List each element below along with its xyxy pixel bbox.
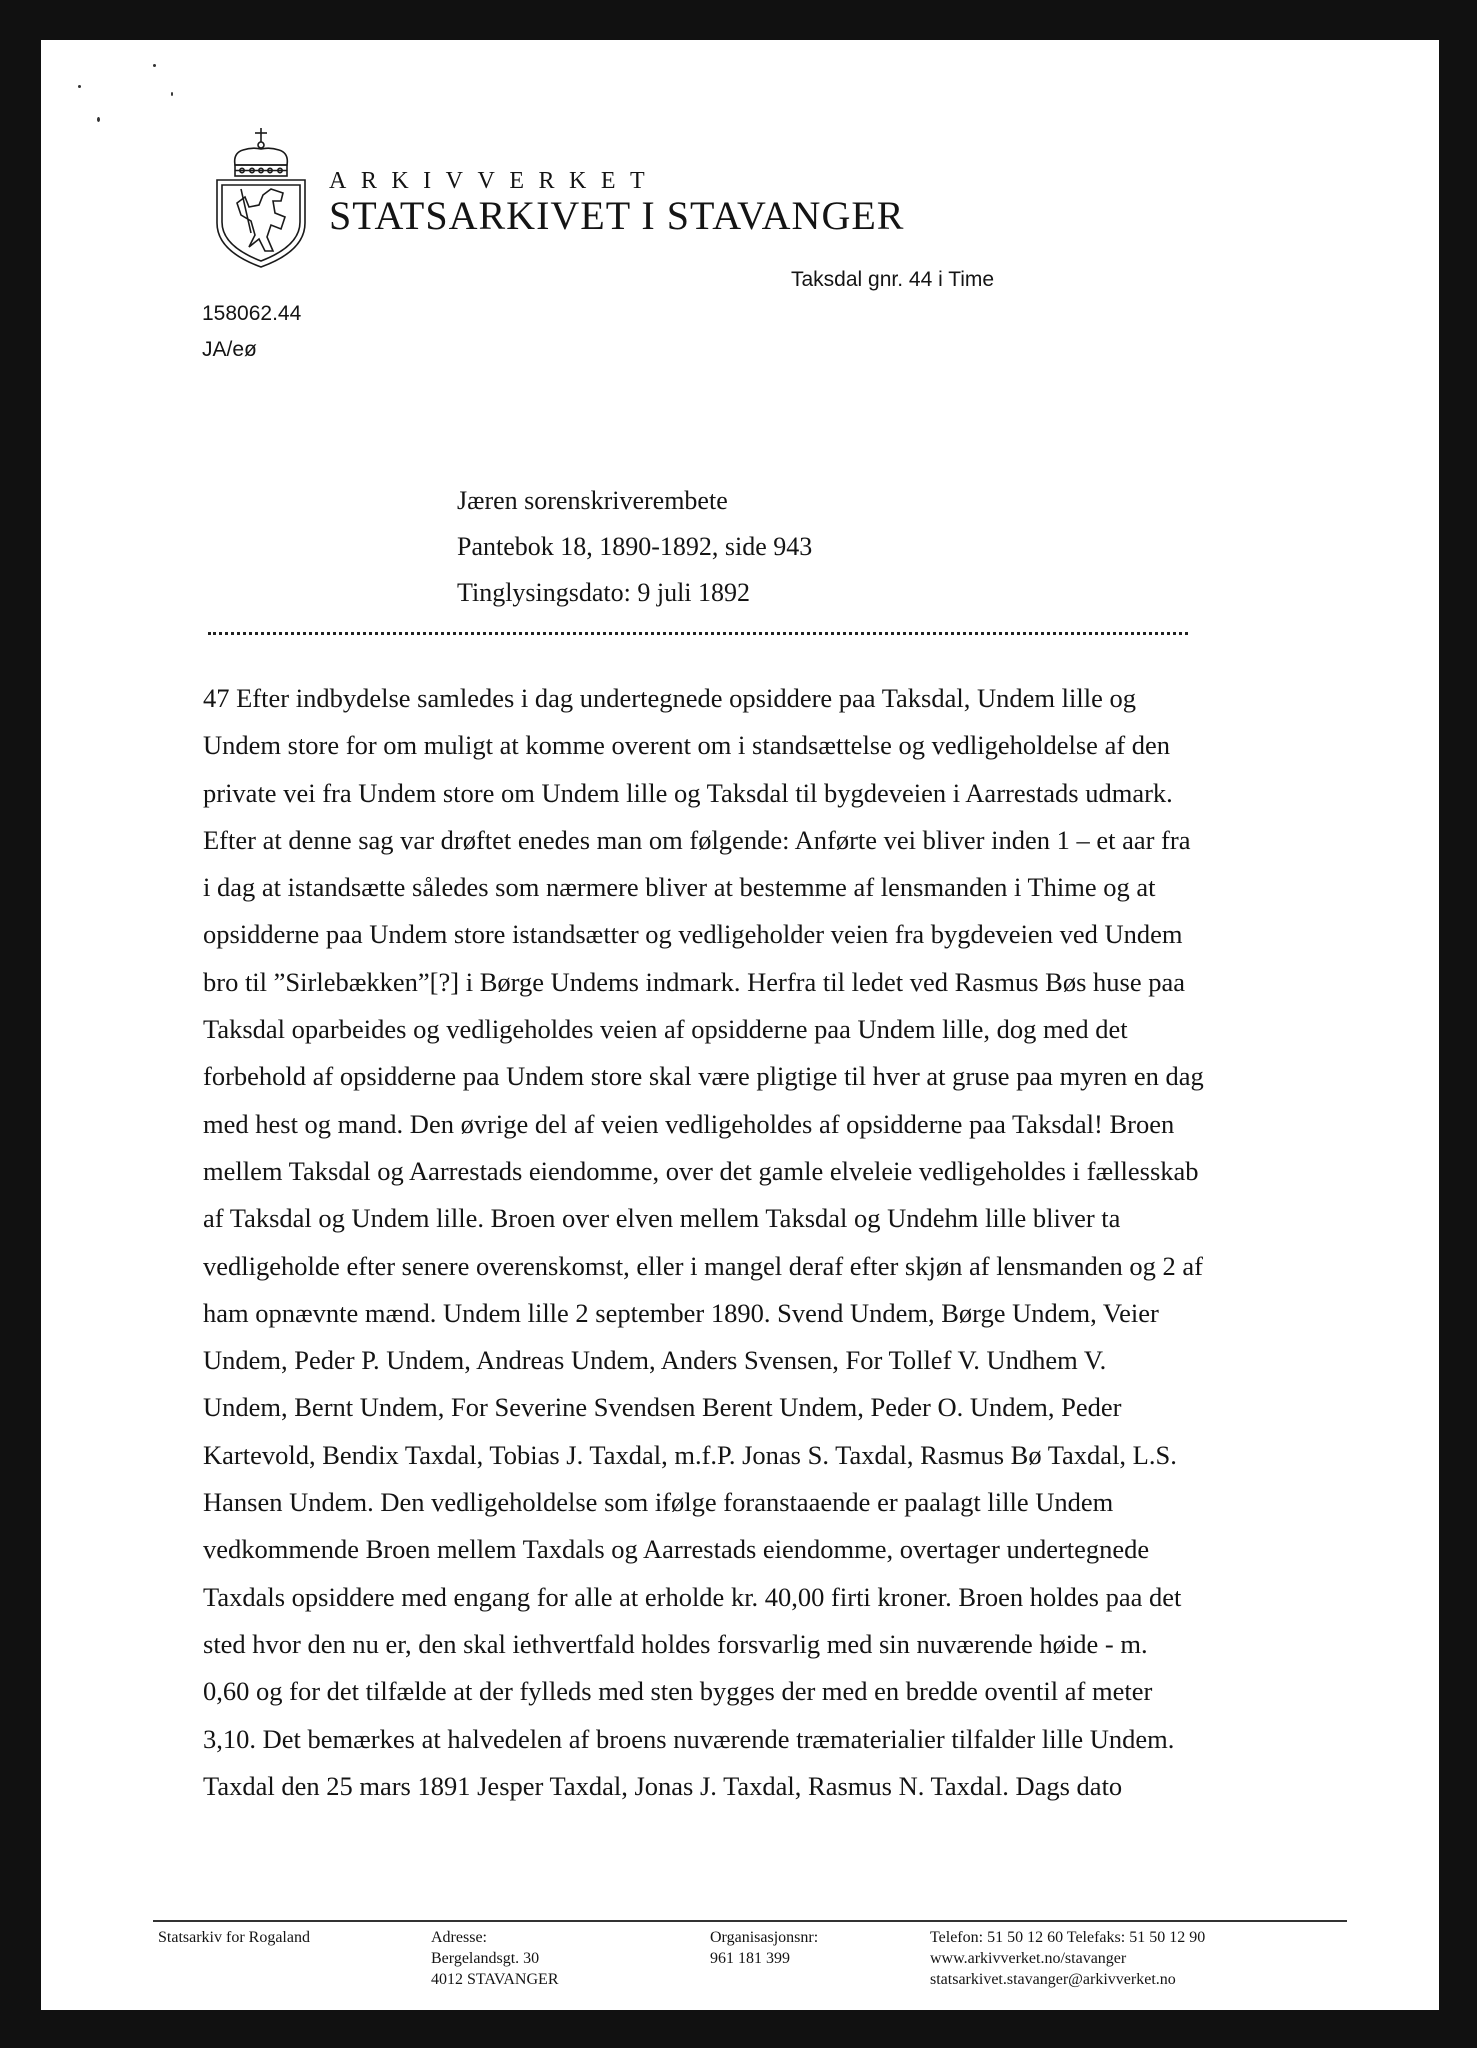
- document-page: [41, 40, 1439, 2010]
- transcription-body: [203, 675, 1328, 1810]
- footer-email: statsarkivet.stavanger@arkivverket.no: [930, 1971, 1176, 1988]
- dotted-separator: [208, 632, 1188, 635]
- scan-speck: [171, 92, 173, 96]
- body-line: 0,60 og for det tilfælde at der fylleds med sten bygges der med en bredde oventil af meter: [203, 1676, 1153, 1707]
- initials: JA/eø: [202, 338, 257, 361]
- body-line: sted hvor den nu er, den skal iethvertfald holdes forsvarlig med sin nuværende høide - m.: [203, 1628, 1148, 1659]
- body-line: forbehold af opsidderne paa Undem store skal være pligtige til hver at gruse paa myren en dag: [203, 1061, 1204, 1092]
- body-line: Undem, Bernt Undem, For Severine Svendsen Berent Undem, Peder O. Undem, Peder: [203, 1392, 1122, 1423]
- reference-number: 158062.44: [202, 302, 302, 325]
- body-line: bro til ”Sirlebækken”[?] i Børge Undems indmark. Herfra til ledet ved Rasmus Bøs huse paa: [203, 966, 1185, 997]
- body-line: af Taksdal og Undem lille. Broen over elven mellem Taksdal og Undehm lille bliver ta: [203, 1203, 1121, 1234]
- scan-speck: [97, 117, 100, 122]
- body-line: Taxdals opsiddere med engang for alle at erholde kr. 40,00 firti kroner. Broen holdes paa det: [203, 1581, 1182, 1612]
- footer-rule: [153, 1920, 1347, 1922]
- source-date: Tinglysingsdato: 9 juli 1892: [457, 578, 751, 607]
- footer-website: www.arkivverket.no/stavanger: [930, 1950, 1127, 1967]
- footer-org: [710, 1927, 818, 1969]
- scan-speck: [78, 85, 81, 88]
- body-line: Undem, Peder P. Undem, Andreas Undem, Anders Svensen, For Tollef V. Undhem V.: [203, 1345, 1107, 1376]
- footer-address-city: 4012 STAVANGER: [431, 1971, 559, 1988]
- org-name-main: STATSARKIVET I STAVANGER: [329, 193, 905, 238]
- coat-of-arms-logo: [211, 125, 311, 270]
- footer-org-number: 961 181 399: [710, 1950, 790, 1967]
- body-line: Hansen Undem. Den vedligeholdelse som ifølge foranstaaende er paalagt lille Undem: [203, 1487, 1114, 1518]
- footer-contact: [930, 1927, 1205, 1990]
- property-label: Taksdal gnr. 44 i Time: [791, 268, 995, 291]
- body-line: private vei fra Undem store om Undem lille og Taksdal til bygdeveien i Aarrestads udmark.: [203, 777, 1173, 808]
- body-line: Undem store for om muligt at komme overent om i standsættelse og vedligeholdelse af den: [203, 730, 1171, 761]
- body-line: 47 Efter indbydelse samledes i dag undertegnede opsiddere paa Taksdal, Undem lille og: [203, 683, 1136, 713]
- body-line: med hest og mand. Den øvrige del af veien vedligeholdes af opsidderne paa Taksdal! Broen: [203, 1108, 1175, 1139]
- footer-address-label: Adresse:: [431, 1929, 487, 1946]
- footer-archive: [158, 1927, 310, 1948]
- footer-phone-fax: Telefon: 51 50 12 60 Telefaks: 51 50 12 90: [930, 1929, 1206, 1946]
- body-line: i dag at istandsætte således som nærmere bliver at bestemme af lensmanden i Thime og at: [203, 872, 1156, 903]
- source-book: Pantebok 18, 1890-1892, side 943: [457, 532, 813, 561]
- body-line: Taksdal oparbeides og vedligeholdes veien af opsidderne paa Undem lille, dog med det: [203, 1014, 1128, 1045]
- footer-org-label: Organisasjonsnr:: [710, 1929, 819, 1946]
- body-line: mellem Taksdal og Aarrestads eiendomme, over det gamle elveleie vedligeholdes i fællesskab: [203, 1155, 1199, 1186]
- org-name-top: ARKIVVERKET: [329, 168, 660, 194]
- footer-address: [431, 1927, 558, 1990]
- body-line: 3,10. Det bemærkes at halvedelen af broens nuværende træmaterialier tilfalder lille Undem.: [203, 1723, 1175, 1754]
- source-block: [457, 478, 812, 616]
- body-line: Kartevold, Bendix Taxdal, Tobias J. Taxdal, m.f.P. Jonas S. Taxdal, Rasmus Bø Taxdal, L.S.: [203, 1439, 1177, 1470]
- source-office: Jæren sorenskriverembete: [457, 486, 728, 515]
- footer-archive-name: Statsarkiv for Rogaland: [158, 1929, 310, 1946]
- body-line: vedligeholde efter senere overenskomst, eller i mangel deraf efter skjøn af lensmanden og 2 af: [203, 1250, 1203, 1281]
- body-line: ham opnævnte mænd. Undem lille 2 september 1890. Svend Undem, Børge Undem, Veier: [203, 1297, 1159, 1328]
- body-line: Efter at denne sag var drøftet enedes man om følgende: Anførte vei bliver inden 1 – et aar fra: [203, 824, 1191, 855]
- body-line: Taxdal den 25 mars 1891 Jesper Taxdal, Jonas J. Taxdal, Rasmus N. Taxdal. Dags dato: [203, 1770, 1123, 1801]
- body-line: opsidderne paa Undem store istandsætter og vedligeholder veien fra bygdeveien ved Undem: [203, 919, 1183, 950]
- body-line: vedkommende Broen mellem Taxdals og Aarrestads eiendomme, overtager undertegnede: [203, 1534, 1150, 1565]
- footer-address-street: Bergelandsgt. 30: [431, 1950, 540, 1967]
- scan-speck: [153, 64, 156, 67]
